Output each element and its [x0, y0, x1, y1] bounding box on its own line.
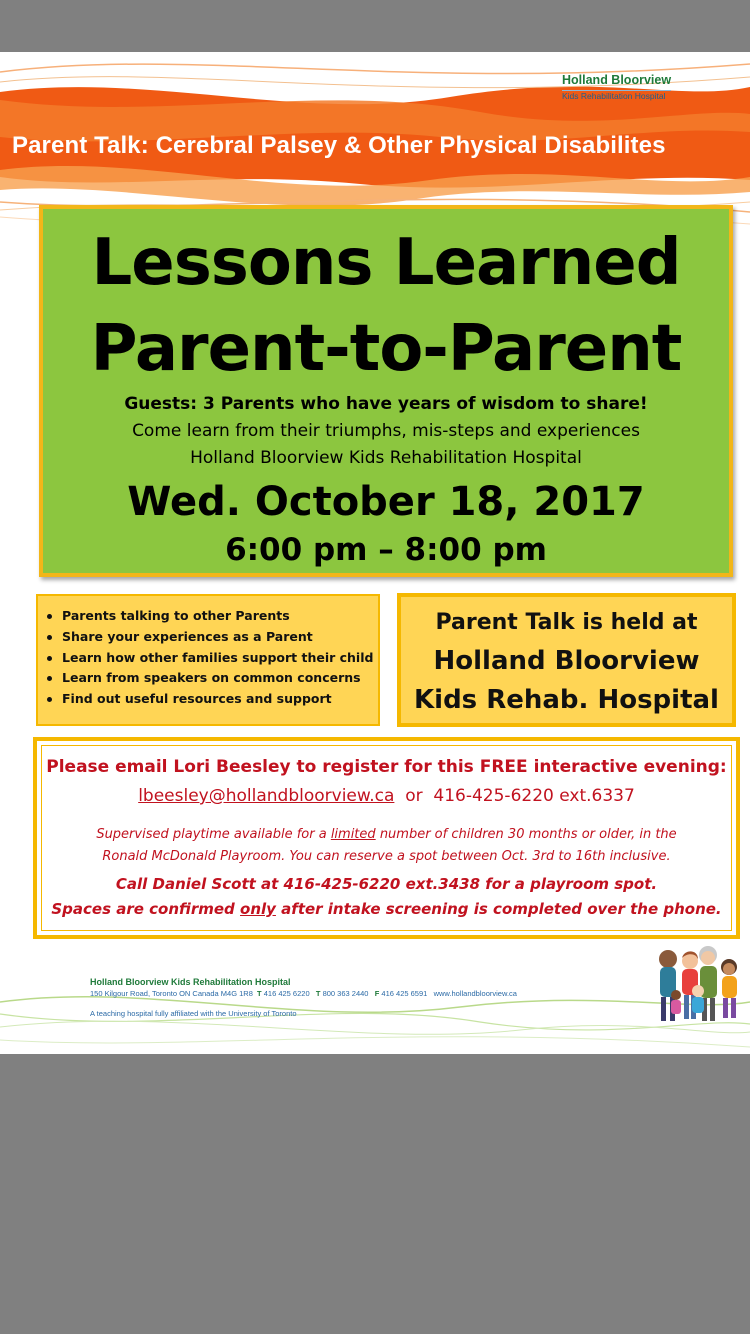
- playtime-line-2: Ronald McDonald Playroom. You can reserve a spot between Oct. 3rd to 16th inclusive.: [102, 849, 671, 864]
- venue-box: [397, 593, 736, 727]
- footer-hospital-name: Holland Bloorview Kids Rehabilitation Hospital: [90, 977, 291, 987]
- venue-name: Holland Bloorview: [433, 646, 700, 676]
- playtime-text-b: number of children 30 months or older, in the: [379, 827, 677, 842]
- list-item: Learn how other families support their child: [62, 648, 378, 669]
- guests-line: Guests: 3 Parents who have years of wisdom to share!: [124, 394, 648, 414]
- list-item: Share your experiences as a Parent: [62, 627, 378, 648]
- banner-title: Parent Talk: Cerebral Palsey & Other Physical Disabilites: [12, 132, 666, 159]
- event-date: Wed. October 18, 2017: [127, 479, 645, 525]
- confirm-text-a: Spaces are confirmed: [51, 900, 235, 918]
- footer-t2-label: T: [315, 989, 321, 998]
- flyer-page: [0, 52, 750, 1054]
- footer-tollfree: 800 363 2440: [322, 989, 369, 998]
- confirm-only: only: [240, 900, 276, 918]
- headline-line-2: Parent-to-Parent: [90, 312, 682, 386]
- footer-street: 150 Kilgour Road, Toronto ON Canada M4G 1R8: [90, 989, 253, 998]
- footer-website[interactable]: www.hollandbloorview.ca: [433, 989, 517, 998]
- playtime-line-1: [37, 828, 736, 841]
- event-time: 6:00 pm – 8:00 pm: [225, 532, 547, 568]
- confirm-line: [37, 902, 736, 917]
- headline-line-1: Lessons Learned: [91, 226, 681, 300]
- confirm-text-b: after intake screening is completed over the phone.: [281, 900, 722, 918]
- footer-f-label: F: [374, 989, 380, 998]
- benefits-list: [38, 596, 378, 710]
- contact-line: [37, 788, 736, 805]
- list-item: Parents talking to other Parents: [62, 606, 378, 627]
- event-headline-box: [39, 205, 733, 577]
- logo-name: Holland Bloorview: [562, 73, 672, 87]
- benefits-list-box: [36, 594, 380, 726]
- footer-address: [90, 990, 517, 998]
- playtime-text-a: Supervised playtime available for a: [96, 827, 327, 842]
- call-line: Call Daniel Scott at 416-425-6220 ext.3438 for a playroom spot.: [115, 875, 658, 893]
- location-line: Holland Bloorview Kids Rehabilitation Hospital: [190, 448, 582, 468]
- phone-number: 416-425-6220 ext.6337: [433, 786, 635, 806]
- logo-subtitle: Kids Rehabilitation Hospital: [562, 90, 671, 101]
- footer-fax: 416 425 6591: [381, 989, 428, 998]
- family-illustration: [652, 945, 744, 1025]
- register-heading: Please email Lori Beesley to register for this FREE interactive evening:: [46, 757, 727, 777]
- list-item: Learn from speakers on common concerns: [62, 668, 378, 689]
- playtime-limited: limited: [330, 827, 376, 842]
- footer-t-label: T: [257, 989, 262, 998]
- footer-phone: 416 425 6220: [263, 989, 310, 998]
- hospital-logo: [562, 74, 671, 100]
- venue-intro: Parent Talk is held at: [435, 610, 698, 635]
- list-item: Find out useful resources and support: [62, 689, 378, 710]
- description-line: Come learn from their triumphs, mis-steps and experiences: [132, 421, 640, 441]
- registration-box: [33, 737, 740, 939]
- footer-affiliation: A teaching hospital fully affiliated with the University of Toronto: [90, 1009, 297, 1018]
- or-text: or: [405, 786, 423, 806]
- email-link[interactable]: lbeesley@hollandbloorview.ca: [138, 786, 395, 806]
- venue-name-line-2: Kids Rehab. Hospital: [414, 685, 719, 715]
